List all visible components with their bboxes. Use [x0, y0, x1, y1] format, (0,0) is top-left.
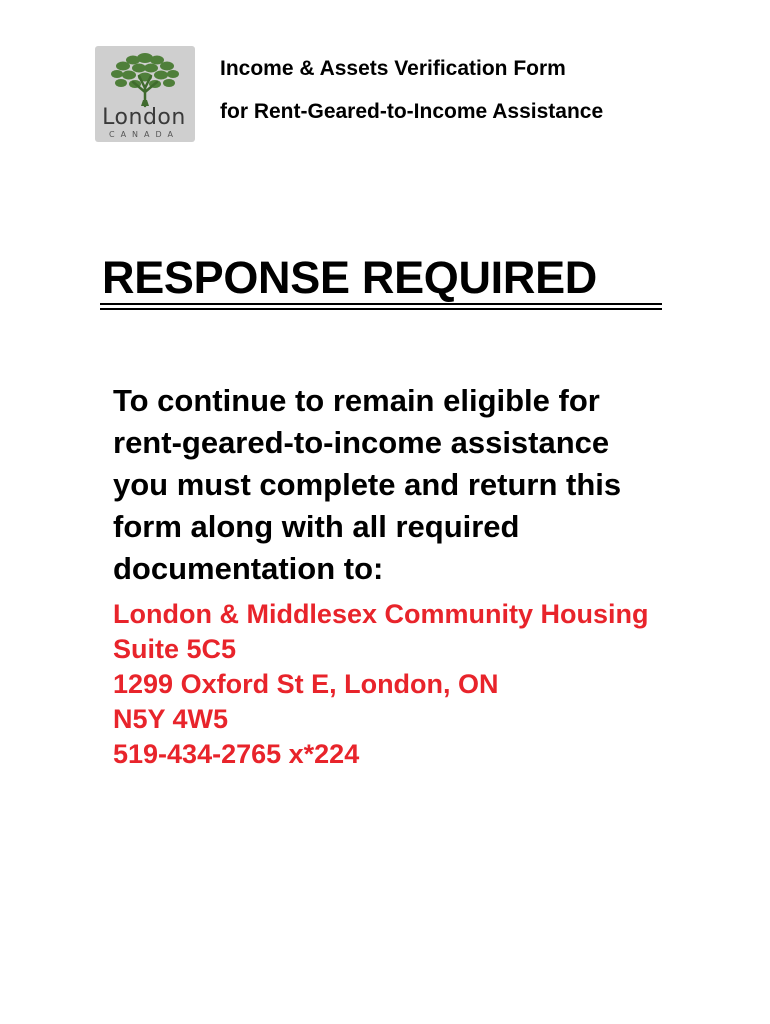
tree-icon — [95, 48, 195, 112]
instruction-line: you must complete and return this — [113, 467, 622, 502]
logo-subtext: CANADA — [108, 130, 179, 139]
logo-wordmark: London — [102, 105, 186, 130]
instruction-line: To continue to remain eligible for — [113, 383, 600, 418]
response-required-heading: RESPONSE REQUIRED — [102, 252, 597, 303]
address-organization: London & Middlesex Community Housing — [113, 599, 649, 629]
address-suite: Suite 5C5 — [113, 634, 237, 664]
london-logo — [85, 44, 203, 140]
instruction-line: form along with all required — [113, 509, 520, 544]
heading-underline-bottom — [100, 308, 662, 310]
address-street: 1299 Oxford St E, London, ON — [113, 669, 499, 699]
heading-underline-top — [100, 303, 662, 305]
return-address — [113, 597, 733, 772]
address-postal-code: N5Y 4W5 — [113, 704, 229, 734]
instruction-line: documentation to: — [113, 551, 384, 586]
instructions-paragraph — [113, 380, 733, 590]
form-title: Income & Assets Verification Form — [220, 57, 566, 80]
instruction-line: rent-geared-to-income assistance — [113, 425, 610, 460]
form-subtitle: for Rent-Geared-to-Income Assistance — [220, 100, 604, 123]
address-phone: 519-434-2765 x*224 — [113, 739, 360, 769]
